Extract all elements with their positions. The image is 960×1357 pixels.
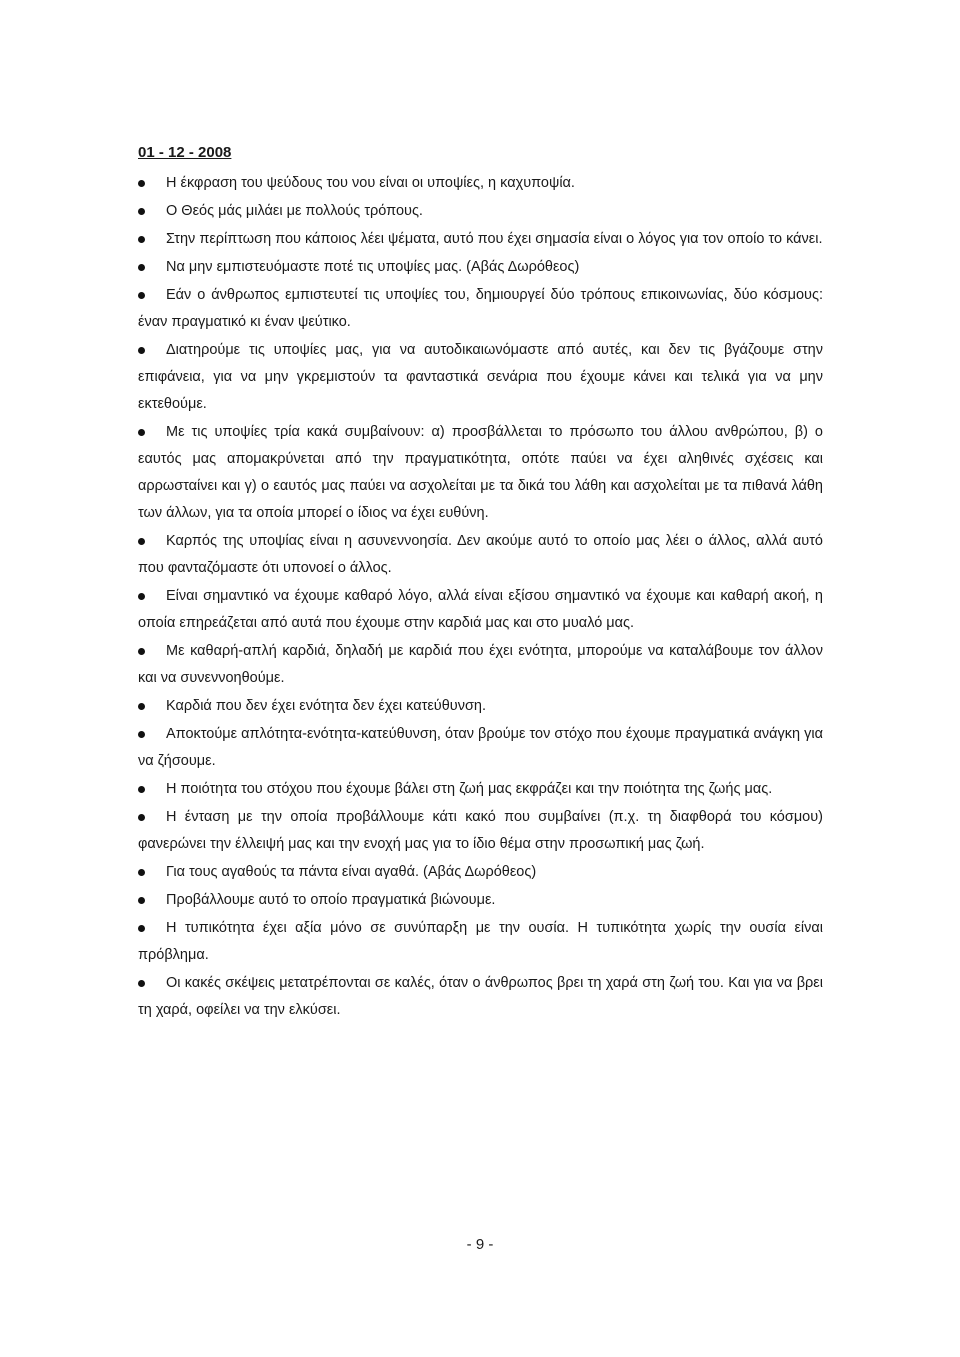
list-item-text: Ο Θεός μάς μιλάει με πολλούς τρόπους.	[166, 203, 423, 219]
list-item	[138, 804, 823, 858]
list-item-text: Για τους αγαθούς τα πάντα είναι αγαθά. (Αβάς Δωρόθεος)	[166, 864, 537, 880]
list-item-text: Στην περίπτωση που κάποιος λέει ψέματα, αυτό που έχει σημασία είναι ο λόγος για τον οποίο το κάνει.	[166, 231, 823, 247]
bullet-icon	[138, 208, 145, 215]
list-item-text: Καρπός της υποψίας είναι η ασυνεννοησία. Δεν ακούμε αυτό το οποίο μας λέει ο άλλος, αλλά αυτό που φανταζόμαστε ότι υπονοεί ο άλλος.	[138, 533, 823, 576]
date-heading: 01 - 12 - 2008	[138, 144, 232, 161]
bullet-icon	[138, 429, 145, 436]
list-item	[138, 776, 823, 803]
list-item	[138, 887, 823, 914]
bullet-icon	[138, 347, 145, 354]
bullet-icon	[138, 897, 145, 904]
bullet-icon	[138, 980, 145, 987]
bullet-icon	[138, 869, 145, 876]
bullet-icon	[138, 538, 145, 545]
bullet-icon	[138, 786, 145, 793]
list-item	[138, 170, 823, 197]
bullet-icon	[138, 292, 145, 299]
list-item-text: Αποκτούμε απλότητα-ενότητα-κατεύθυνση, όταν βρούμε τον στόχο που έχουμε πραγματικά ανάγκη για να ζήσουμε.	[138, 726, 823, 769]
page-number: - 9 -	[466, 1236, 494, 1253]
list-item-text: Να μην εμπιστευόμαστε ποτέ τις υποψίες μας. (Αβάς Δωρόθεος)	[166, 259, 580, 275]
list-item	[138, 337, 823, 418]
bullet-icon	[138, 180, 145, 187]
list-item-text: Οι κακές σκέψεις μετατρέπονται σε καλές, όταν ο άνθρωπος βρει τη χαρά στη ζωή του. Και για να βρει τη χαρά, οφείλει να την ελκύσει.	[138, 975, 823, 1018]
list-item	[138, 282, 823, 336]
list-item-text: Εάν ο άνθρωπος εμπιστευτεί τις υποψίες του, δημιουργεί δύο τρόπους επικοινωνίας, δύο κόσμους: έναν πραγματικό κι έναν ψεύτικο.	[138, 287, 823, 330]
bullet-icon	[138, 814, 145, 821]
list-item-text: Διατηρούμε τις υποψίες μας, για να αυτοδικαιωνόμαστε από αυτές, και δεν τις βγάζουμε στην επιφάνεια, για να μην γκρεμιστούν τα φανταστικά σενάρια που έχουμε κάνει και τελικά για να μην εκτεθούμε.	[138, 342, 823, 412]
list-item-text: Η ποιότητα του στόχου που έχουμε βάλει στη ζωή μας εκφράζει και την ποιότητα της ζωής μας.	[166, 781, 773, 797]
list-item	[138, 638, 823, 692]
list-item-text: Η ένταση με την οποία προβάλλουμε κάτι κακό που συμβαίνει (π.χ. τη διαφθορά του κόσμου) φανερώνει την έλλειψή μας και την ενοχή μας για το ίδιο θέμα στην προσωπική μας ζωή.	[138, 809, 823, 852]
list-item-text: Είναι σημαντικό να έχουμε καθαρό λόγο, αλλά είναι εξίσου σημαντικό να έχουμε και καθαρή ακοή, η οποία επηρεάζεται από αυτά που έχουμε στην καρδιά μας και στο μυαλό μας.	[138, 588, 823, 631]
list-item	[138, 915, 823, 969]
bullet-icon	[138, 703, 145, 710]
bullet-icon	[138, 731, 145, 738]
bullet-icon	[138, 925, 145, 932]
bullet-list	[138, 170, 823, 1024]
list-item	[138, 198, 823, 225]
list-item	[138, 583, 823, 637]
list-item-text: Προβάλλουμε αυτό το οποίο πραγματικά βιώνουμε.	[166, 892, 496, 908]
page-content	[138, 140, 823, 1024]
list-item	[138, 528, 823, 582]
list-item-text: Η έκφραση του ψεύδους του νου είναι οι υποψίες, η καχυποψία.	[166, 175, 575, 191]
list-item	[138, 226, 823, 253]
list-item-text: Η τυπικότητα έχει αξία μόνο σε συνύπαρξη με την ουσία. Η τυπικότητα χωρίς την ουσία είναι πρόβλημα.	[138, 920, 823, 963]
list-item	[138, 419, 823, 527]
list-item	[138, 970, 823, 1024]
list-item-text: Με τις υποψίες τρία κακά συμβαίνουν: α) προσβάλλεται το πρόσωπο του άλλου ανθρώπου, β) ο εαυτός μας απομακρύνεται από την πραγματικότητα, οπότε παύει να έχει αληθινές σχέσεις και αρρωσταίνει και γ) ο εαυτός μας παύει να ασχολείται με τα δικά του λάθη και ασχολείται με τα πιθανά λάθη των άλλων, για τα οποία μπορεί ο ίδιος να έχει ευθύνη.	[138, 424, 823, 521]
bullet-icon	[138, 648, 145, 655]
list-item-text: Καρδιά που δεν έχει ενότητα δεν έχει κατεύθυνση.	[166, 698, 487, 714]
bullet-icon	[138, 593, 145, 600]
list-item	[138, 254, 823, 281]
list-item	[138, 693, 823, 720]
list-item-text: Με καθαρή-απλή καρδιά, δηλαδή με καρδιά που έχει ενότητα, μπορούμε να καταλάβουμε τον άλλον και να συνεννοηθούμε.	[138, 643, 823, 686]
list-item	[138, 721, 823, 775]
bullet-icon	[138, 264, 145, 271]
list-item	[138, 859, 823, 886]
bullet-icon	[138, 236, 145, 243]
